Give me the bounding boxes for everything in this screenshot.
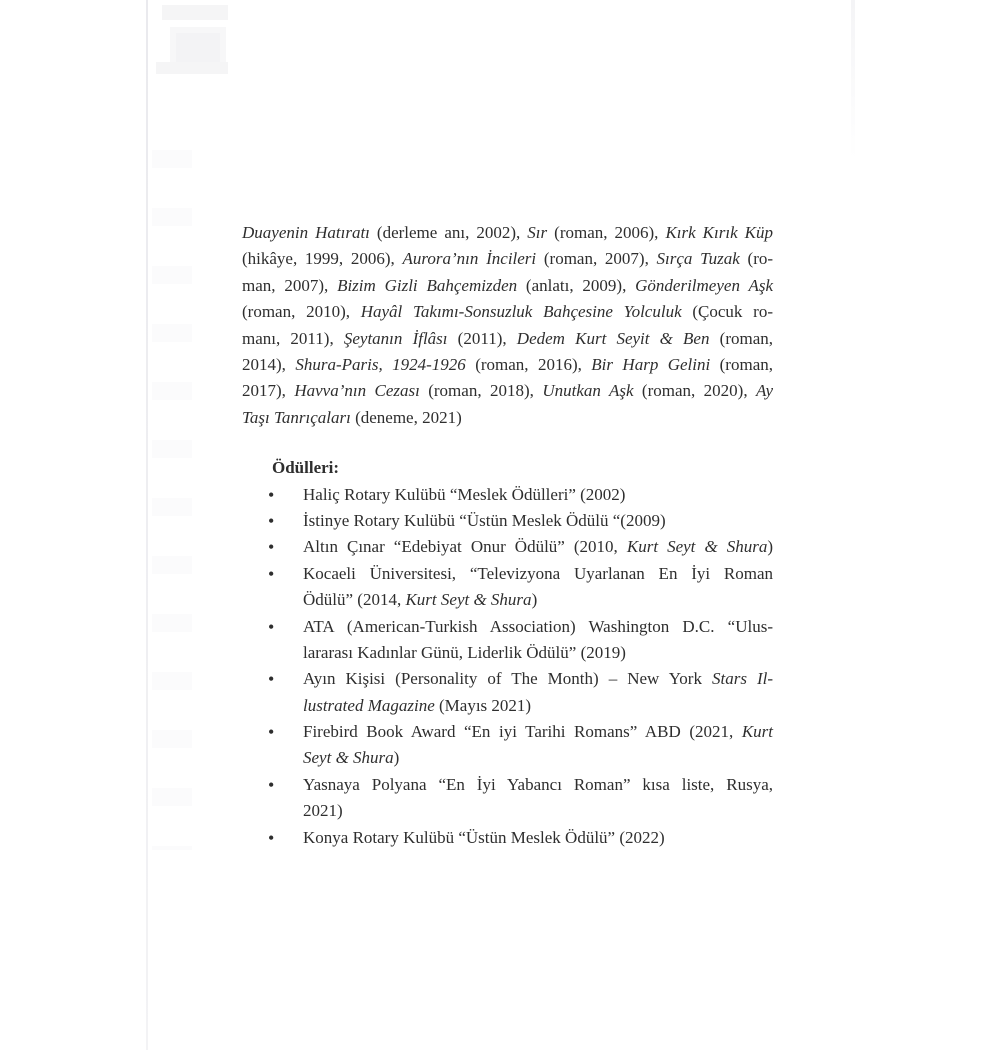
award-item-text [303,482,773,508]
ink-bleed-ghost [162,5,228,20]
award-item [242,772,773,825]
bullet-icon: • [268,774,275,795]
text-segment: (hikâye, 1999, 2006), [242,249,403,269]
text-segment: ATA (American-Turkish Association) Washington D.C. “Ulus- [303,616,773,636]
text-segment: 2021) [303,801,343,821]
award-item-text [303,772,773,825]
text-line [303,587,773,613]
book-title-italic: Hayâl Takımı-Sonsuzluk Bahçesine Yolculuk [360,302,682,322]
text-segment: (roman, 2020), [633,381,756,401]
text-segment: (roman, 2018), [419,381,543,401]
text-segment: Haliç Rotary Kulübü “Meslek Ödülleri” (2002) [303,484,626,504]
book-title-italic: Havva’nın Cezası [294,381,420,401]
bullet-icon: • [268,616,275,637]
text-segment: Kocaeli Üniversitesi, “Televizyona Uyarlanan En İyi Roman [303,563,773,583]
text-segment: (roman, 2016), [465,354,592,374]
ink-bleed-ghost [156,62,228,74]
text-line [303,508,773,534]
awards-list [242,482,773,852]
text-segment: (deneme, 2021) [350,407,462,427]
award-item [242,561,773,614]
text-segment: (roman, 2007), [536,249,657,269]
bullet-icon: • [268,563,275,584]
works-paragraph [242,220,773,431]
text-line [303,693,773,719]
text-segment: Ayın Kişisi (Personality of The Month) – New York [303,669,712,689]
text-segment: (roman, [709,328,773,348]
awards-heading: Ödülleri: [272,458,340,478]
text-line [303,640,773,666]
text-segment: (Çocuk ro- [681,302,773,322]
award-item-text [303,825,773,851]
book-title-italic: Ay [756,381,773,401]
text-segment: ) [531,590,538,610]
text-segment: (Mayıs 2021) [434,695,532,715]
bullet-icon: • [268,827,275,848]
text-line [303,666,773,692]
book-title-italic: Kurt Seyt & Shura [405,590,532,610]
book-title-italic: Sırça Tuzak [656,249,740,269]
book-title-italic: Stars Il- [711,669,774,689]
text-segment: man, 2007), [242,275,338,295]
book-title-italic: Shura-Paris, 1924-1926 [295,354,466,374]
show-through-ghost-text [152,150,192,850]
award-item [242,482,773,508]
book-title-italic: Bizim Gizli Bahçemizden [337,275,518,295]
text-segment: (roman, [710,354,773,374]
text-segment: (ro- [739,249,774,269]
award-item-text [303,614,773,667]
book-title-italic: Dedem Kurt Seyit & Ben [516,328,710,348]
text-line [303,745,773,771]
text-line [303,614,773,640]
book-title-italic: Sır [527,223,548,242]
text-segment: ) [767,537,773,557]
text-segment: Yasnaya Polyana “En İyi Yabancı Roman” kısa liste, Rusya, [303,774,773,794]
text-segment: (roman, 2006), [547,223,666,242]
award-item [242,508,773,534]
book-title-italic: Seyt & Shura [303,748,394,768]
text-segment: ) [393,748,400,768]
award-item-text [303,534,773,560]
award-item [242,614,773,667]
award-item [242,666,773,719]
text-segment: lararası Kadınlar Günü, Liderlik Ödülü” (2019) [303,642,626,662]
book-title-italic: lustrated Magazine [303,695,435,715]
text-segment: Konya Rotary Kulübü “Üstün Meslek Ödülü” (2022) [303,827,665,847]
text-line [242,378,773,404]
text-segment: (roman, 2010), [242,302,361,322]
text-line [303,561,773,587]
award-item-text [303,508,773,534]
text-line [303,798,773,824]
award-item [242,719,773,772]
text-line [242,220,773,246]
text-segment: 2014), [242,354,296,374]
text-segment: İstinye Rotary Kulübü “Üstün Meslek Ödülü “(2009) [303,510,666,530]
text-segment: manı, 2011), [242,328,344,348]
award-item-text [303,666,773,719]
text-segment: 2017), [242,381,295,401]
page-fold-shadow [146,0,148,1050]
bullet-icon: • [268,722,275,743]
book-title-italic: Duayenin Hatıratı [242,223,370,242]
book-title-italic: Bir Harp Gelini [591,354,711,374]
text-line [242,246,773,272]
text-segment: Altın Çınar “Edebiyat Onur Ödülü” (2010, [303,537,627,557]
book-title-italic: Unutkan Aşk [542,381,634,401]
text-line [242,273,773,299]
bullet-icon: • [268,537,275,558]
award-item [242,534,773,560]
text-line [242,405,773,431]
bullet-icon: • [268,669,275,690]
book-title-italic: Şeytanın İflâsı [343,328,448,348]
book-title-italic: Kırk Kırık Küp [665,223,773,242]
award-item-text [303,561,773,614]
bullet-icon: • [268,484,275,505]
book-title-italic: Kurt Seyt & Shura [626,537,768,557]
text-line [303,772,773,798]
text-line [242,299,773,325]
award-item-text [303,719,773,772]
text-line [242,326,773,352]
award-item [242,825,773,851]
text-segment: Ödülü” (2014, [303,590,406,610]
text-line [303,534,773,560]
text-line [303,482,773,508]
text-line [303,825,773,851]
text-segment: (anlatı, 2009), [517,275,636,295]
text-segment: (2011), [447,328,517,348]
bullet-icon: • [268,510,275,531]
book-title-italic: Gönderilmeyen Aşk [635,275,773,295]
page-edge-shadow [851,0,855,160]
book-title-italic: Taşı Tanrıçaları [242,407,351,427]
text-block [242,220,773,851]
text-segment: Firebird Book Award “En iyi Tarihi Romans” ABD (2021, [303,722,742,742]
book-title-italic: Aurora’nın İncileri [402,249,537,269]
book-title-italic: Kurt [741,722,773,742]
text-segment: (derleme anı, 2002), [369,223,528,242]
text-line [242,352,773,378]
text-line [303,719,773,745]
